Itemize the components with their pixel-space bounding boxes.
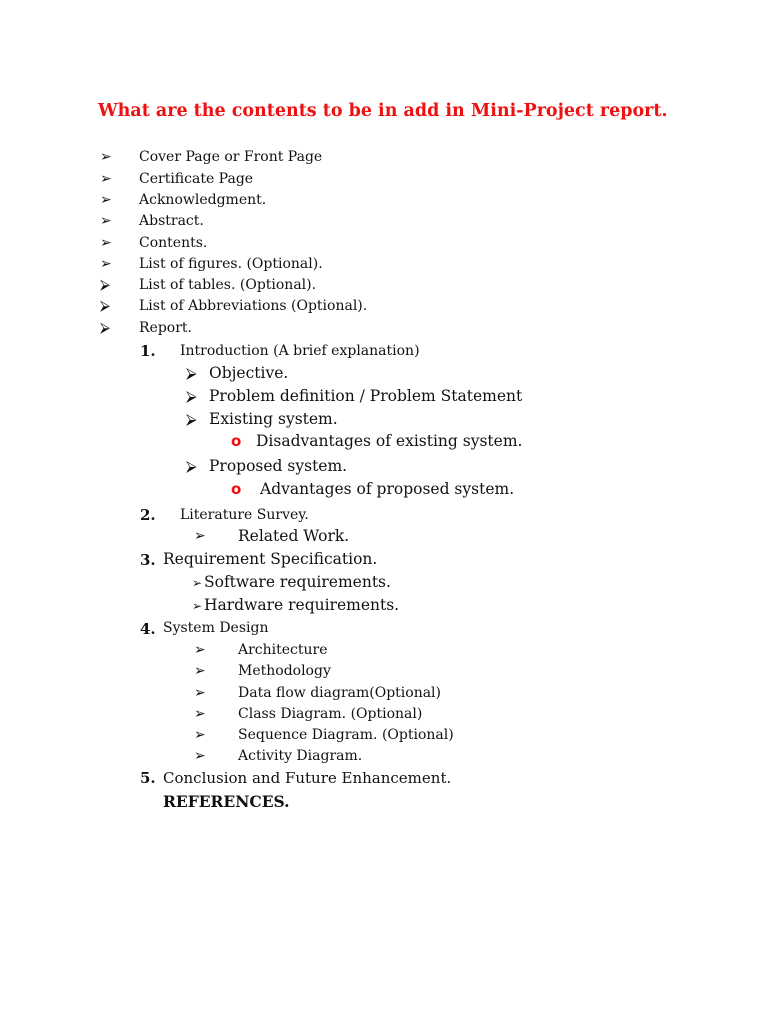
references-heading: REFERENCES. <box>163 792 290 811</box>
section-title: Conclusion and Future Enhancement. <box>163 769 452 787</box>
arrow-bullet-icon: ➢ <box>194 727 206 743</box>
arrow-bullet-icon: ➢ <box>194 642 206 658</box>
list-item: Architecture <box>238 642 328 658</box>
list-item: List of tables. (Optional). <box>139 277 317 293</box>
sub-list-item: Advantages of proposed system. <box>260 480 515 498</box>
sub-list-item: Disadvantages of existing system. <box>256 432 523 450</box>
arrow-bullet-icon: ➢ <box>100 192 112 208</box>
list-item: Software requirements. <box>204 573 391 591</box>
section-number: 4. <box>140 620 156 638</box>
arrow-bullet-icon: ⮚ <box>100 277 110 293</box>
list-item: Report. <box>139 320 192 336</box>
arrow-bullet-icon: ⮚ <box>186 457 197 475</box>
list-item: Abstract. <box>139 213 204 229</box>
arrow-bullet-icon: ➢ <box>194 748 206 764</box>
list-item: Activity Diagram. <box>238 748 363 764</box>
section-number: 3. <box>140 551 156 569</box>
list-item: Acknowledgment. <box>139 192 267 208</box>
list-item: Contents. <box>139 235 208 251</box>
list-item: Problem definition / Problem Statement <box>209 387 523 405</box>
section-title: Introduction (A brief explanation) <box>180 343 420 359</box>
circle-o-bullet-icon: o <box>231 432 242 450</box>
arrow-bullet-icon: ➢ <box>194 685 206 701</box>
arrow-bullet-icon: ➢ <box>100 171 112 187</box>
list-item: Proposed system. <box>209 457 348 475</box>
list-item: Sequence Diagram. (Optional) <box>238 727 454 743</box>
arrow-bullet-icon: ⮚ <box>100 320 110 336</box>
arrow-bullet-icon: ⮚ <box>100 298 110 314</box>
section-title: Literature Survey. <box>180 507 309 523</box>
arrow-bullet-icon: ➢ <box>194 663 206 679</box>
list-item: Certificate Page <box>139 171 254 187</box>
arrow-bullet-icon: ➢ <box>194 528 206 544</box>
list-item: Cover Page or Front Page <box>139 149 323 165</box>
section-number: 1. <box>140 342 156 360</box>
list-item: List of figures. (Optional). <box>139 256 323 272</box>
section-title: System Design <box>163 620 269 636</box>
document-heading: What are the contents to be in add in Mini-Project report. <box>98 101 668 121</box>
arrow-bullet-icon: ⮚ <box>186 387 197 405</box>
arrow-bullet-icon: ➢ <box>100 256 112 272</box>
list-item: Objective. <box>209 364 289 382</box>
arrow-bullet-icon: ⮚ <box>186 410 197 428</box>
section-number: 2. <box>140 506 156 524</box>
list-item: Existing system. <box>209 410 338 428</box>
arrow-bullet-icon: ⮚ <box>186 364 197 382</box>
list-item: Related Work. <box>238 527 350 545</box>
section-title: Requirement Specification. <box>163 550 378 568</box>
arrow-bullet-icon: ➢ <box>100 235 112 251</box>
arrow-bullet-icon: ➢ <box>100 213 112 229</box>
list-item: Hardware requirements. <box>204 596 400 614</box>
arrow-bullet-icon: ➢ <box>192 599 203 613</box>
list-item: Methodology <box>238 663 331 679</box>
arrow-bullet-icon: ➢ <box>192 576 203 590</box>
arrow-bullet-icon: ➢ <box>194 706 206 722</box>
section-number: 5. <box>140 769 156 787</box>
list-item: Data flow diagram(Optional) <box>238 685 441 701</box>
list-item: Class Diagram. (Optional) <box>238 706 423 722</box>
list-item: List of Abbreviations (Optional). <box>139 298 368 314</box>
circle-o-bullet-icon: o <box>231 480 242 498</box>
arrow-bullet-icon: ➢ <box>100 149 112 165</box>
